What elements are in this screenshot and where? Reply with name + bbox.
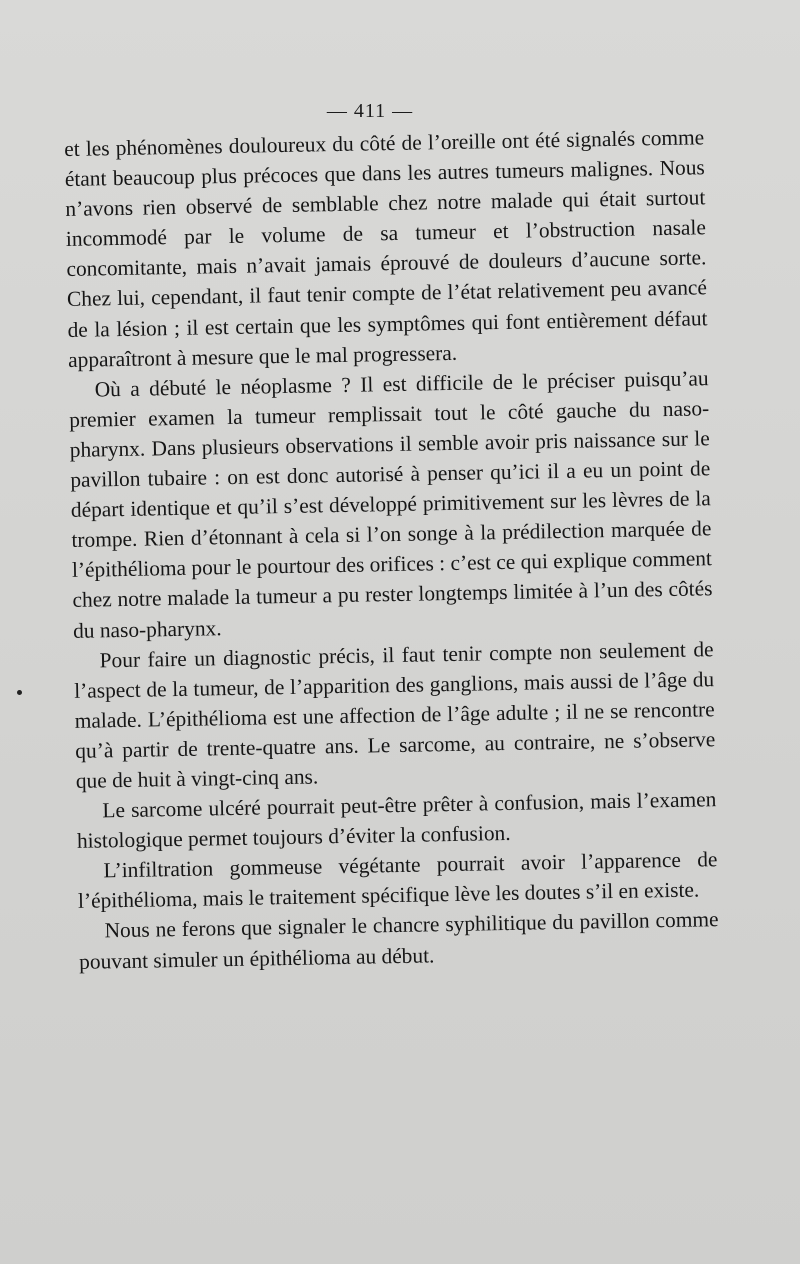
paragraph-2: Où a débuté le néoplasme ? Il est difficile de le préciser puisqu’au premier examen la tumeur remplissait tout le côté gauche du naso-pharynx. Dans plusieurs observations il semble avoir pris naissance sur le pavillon tubaire : on est donc autorisé à penser qu’ici il a eu un point de départ identique et qu’il s’est développé primitivement sur les lèvres de la trompe. Rien d’étonnant à cela si l’on songe à la prédilection marquée de l’épithélioma pour le pourtour des orifices : c’est ce qui explique comment chez notre malade la tumeur a pu rester longtemps limitée à l’un des côtés du naso-pharynx. [69,365,713,643]
paragraph-6: Nous ne ferons que signaler le chancre syphilitique du pavillon comme pouvant simuler un épithélioma au début. [78,907,719,974]
paragraph-4: Le sarcome ulcéré pourrait peut-être prêter à confusion, mais l’examen histologique permet toujours d’éviter la confusion. [76,787,717,854]
body-text [64,122,719,976]
paragraph-5: L’infiltration gommeuse végétante pourrait avoir l’apparence de l’épithélioma, mais le traitement spécifique lève les doutes s’il en existe. [77,847,718,914]
margin-speck [17,690,22,695]
paragraph-3: Pour faire un diagnostic précis, il faut tenir compte non seulement de l’aspect de la tumeur, de l’apparition des ganglions, mais aussi de l’âge du malade. L’épithélioma est une affection de l’âge adulte ; il ne se rencontre qu’à partir de trente-quatre ans. Le sarcome, au contraire, ne s’observe que de huit à vingt-cinq ans. [73,636,716,793]
paragraph-1: et les phénomènes douloureux du côté de l’oreille ont été signalés comme étant beaucoup plus précoces que dans les autres tumeurs malignes. Nous n’avons rien observé de semblable chez notre malade qui était surtout incommodé par le volume de sa tumeur et l’obstruction nasale concomitante, mais n’avait jamais éprouvé de douleurs d’aucune sorte. Chez lui, cependant, il faut tenir compte de l’état relativement peu avancé de la lésion ; il est certain que les symptômes qui font entièrement défaut apparaîtront à mesure que le mal progressera. [64,125,708,372]
page-number: — 411 — [326,100,414,122]
